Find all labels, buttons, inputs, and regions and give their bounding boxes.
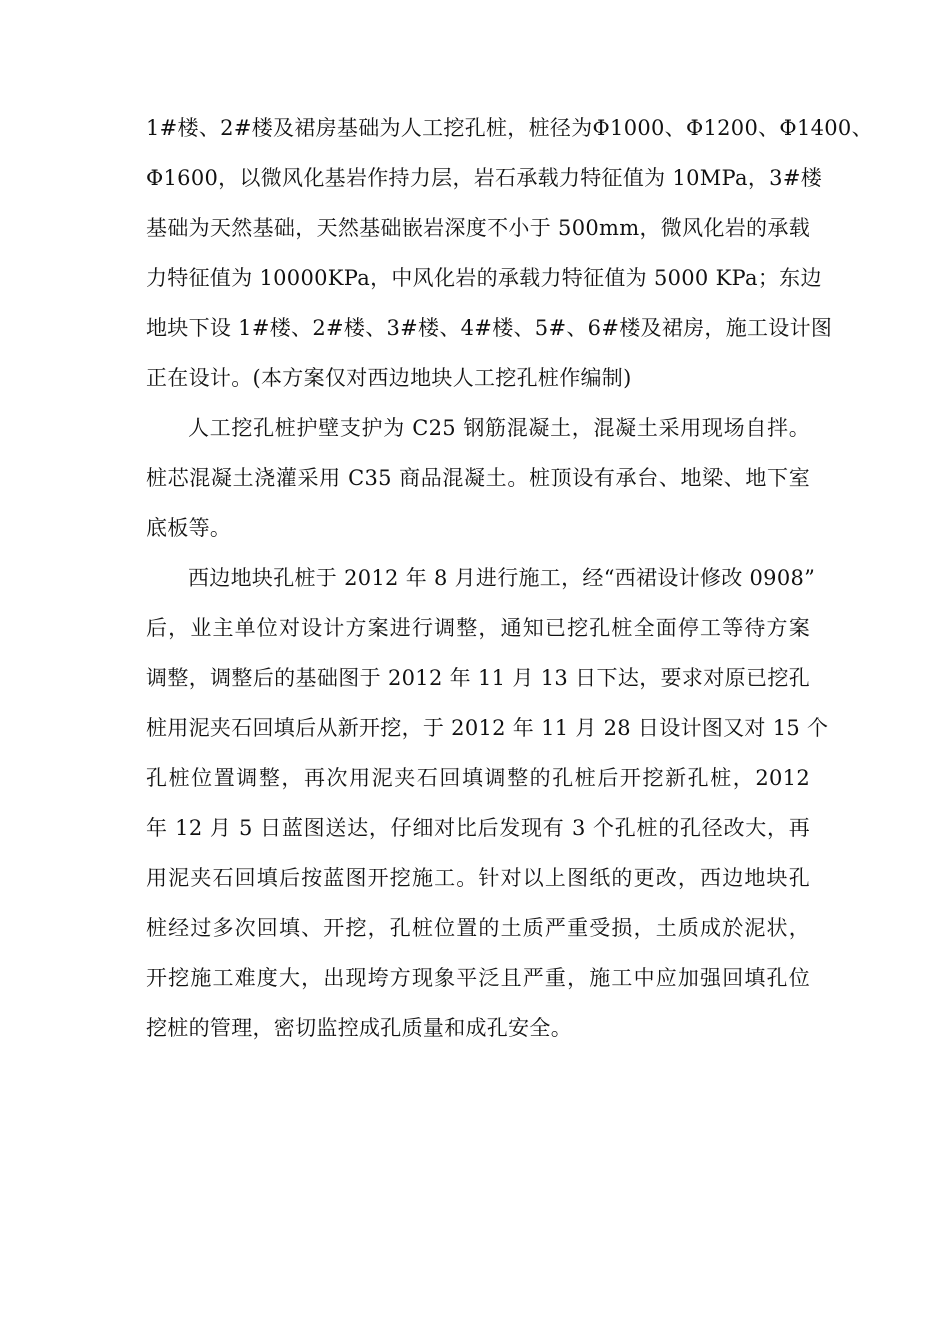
text-line: 桩芯混凝土浇灌采用 C35 商品混凝土。桩顶设有承台、地梁、地下室	[146, 466, 810, 490]
text-line: 正在设计。(本方案仅对西边地块人工挖孔桩作编制)	[146, 366, 632, 390]
text-line: 人工挖孔桩护壁支护为 C25 钢筋混凝土，混凝土采用现场自拌。	[188, 416, 810, 440]
text-line: 孔桩位置调整，再次用泥夹石回填调整的孔桩后开挖新孔桩，2012	[146, 766, 810, 790]
text-line: 用泥夹石回填后按蓝图开挖施工。针对以上图纸的更改，西边地块孔	[146, 866, 810, 890]
text-line: 桩经过多次回填、开挖，孔桩位置的土质严重受损，土质成於泥状，	[146, 916, 810, 940]
text-line: 桩用泥夹石回填后从新开挖，于 2012 年 11 月 28 日设计图又对 15 个	[146, 716, 829, 740]
text-line: 力特征值为 10000KPa，中风化岩的承载力特征值为 5000 KPa；东边	[146, 266, 822, 290]
text-line: 调整，调整后的基础图于 2012 年 11 月 13 日下达，要求对原已挖孔	[146, 666, 810, 690]
text-line: 开挖施工难度大，出现垮方现象平泛且严重，施工中应加强回填孔位	[146, 966, 810, 990]
text-line: 底板等。	[146, 516, 232, 540]
text-line: 挖桩的管理，密切监控成孔质量和成孔安全。	[146, 1016, 572, 1040]
text-line: Φ1600，以微风化基岩作持力层，岩石承载力特征值为 10MPa，3#楼	[146, 166, 823, 190]
text-line: 基础为天然基础，天然基础嵌岩深度不小于 500mm，微风化岩的承载	[146, 216, 810, 240]
paragraph-retaining-wall	[146, 403, 810, 553]
text-line: 地块下设 1#楼、2#楼、3#楼、4#楼、5#、6#楼及裙房，施工设计图	[146, 316, 833, 340]
text-line: 后，业主单位对设计方案进行调整，通知已挖孔桩全面停工等待方案	[146, 616, 810, 640]
text-line: 年 12 月 5 日蓝图送达，仔细对比后发现有 3 个孔桩的孔径改大，再	[146, 816, 810, 840]
text-line: 西边地块孔桩于 2012 年 8 月进行施工，经“西裙设计修改 0908”	[188, 566, 816, 590]
text-line: 1#楼、2#楼及裙房基础为人工挖孔桩，桩径为Φ1000、Φ1200、Φ1400、	[146, 116, 873, 140]
body-text	[146, 103, 873, 1053]
paragraph-foundation-design	[146, 103, 873, 403]
paragraph-construction-history	[146, 553, 829, 1053]
